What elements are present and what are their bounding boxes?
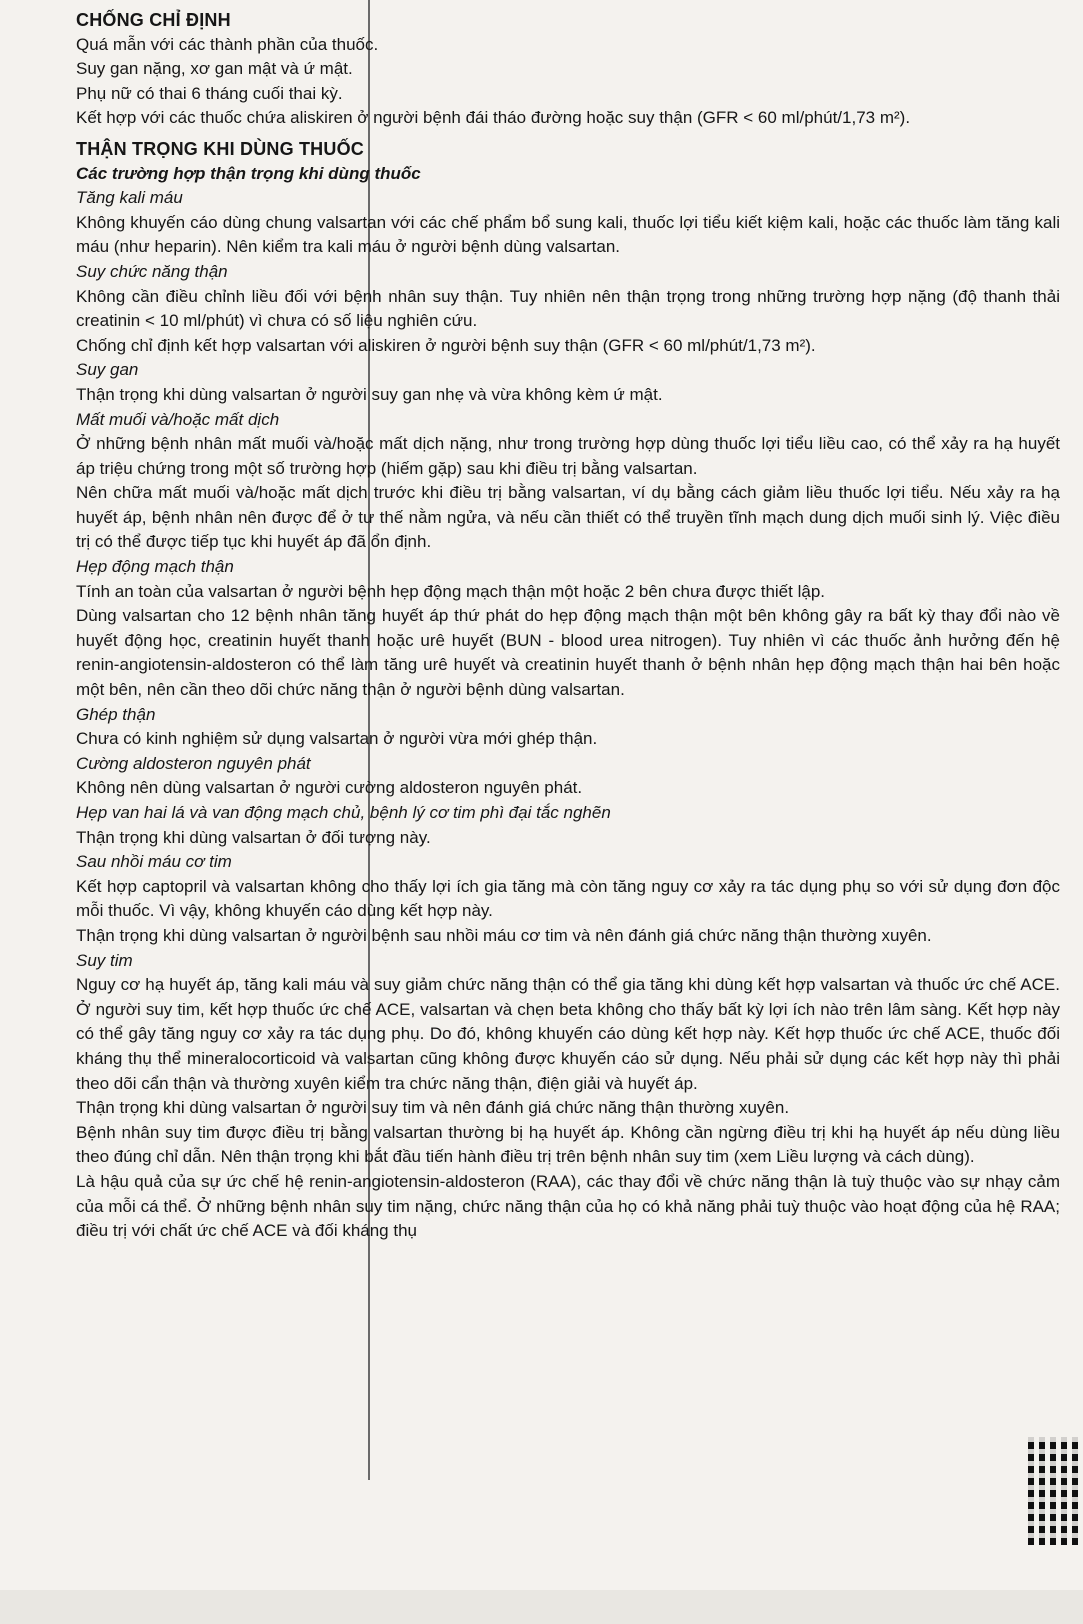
section-title-renal-artery-stenosis: Hẹp động mạch thận <box>76 557 234 577</box>
section-title-volume-depletion: Mất muối và/hoặc mất dịch <box>76 409 280 429</box>
section-title-renal-impairment: Suy chức năng thận <box>76 261 228 281</box>
section-paragraph: Thận trọng khi dùng valsartan ở người suy tim và nên đánh giá chức năng thận thường xuyên. <box>76 1098 790 1118</box>
section-paragraph: Tính an toàn của valsartan ở người bệnh hẹp động mạch thận một hoặc 2 bên chưa được thiết lập. <box>76 581 825 601</box>
section-title-post-myocardial-infarction: Sau nhồi máu cơ tim <box>76 852 232 872</box>
contraindications-heading: CHỐNG CHỈ ĐỊNH <box>76 10 231 30</box>
section-title-hyperkalemia: Tăng kali máu <box>76 188 183 208</box>
section-paragraph: Chống chỉ định kết hợp valsartan với aliskiren ở người bệnh suy thận (GFR < 60 ml/phút/1,73 m²). <box>76 335 816 355</box>
section-title-hepatic-impairment: Suy gan <box>76 360 139 380</box>
precautions-subheading: Các trường hợp thận trọng khi dùng thuốc <box>76 163 421 183</box>
section-paragraph: Thận trọng khi dùng valsartan ở người suy gan nhẹ và vừa không kèm ứ mật. <box>76 384 663 404</box>
section-paragraph: Thận trọng khi dùng valsartan ở đối tượng này. <box>76 827 431 847</box>
section-paragraph: Bệnh nhân suy tim được điều trị bằng valsartan thường bị hạ huyết áp. Không cần ngừng điều trị khi hạ huyết áp nếu dùng liều theo đúng chỉ dẫn. Nên thận trọng khi bắt đầu tiến hành điều trị trên bệnh nhân suy tim (xem Liều lượng và cách dùng). <box>76 1122 1060 1167</box>
section-paragraph: Dùng valsartan cho 12 bệnh nhân tăng huyết áp thứ phát do hẹp động mạch thận một bên không gây ra bất kỳ thay đổi nào về huyết động học, creatinin huyết thanh hoặc urê huyết (BUN - blood urea nitrogen). Tuy nhiên vì các thuốc ảnh hưởng đến hệ renin-angiotensin-aldosteron có thể làm tăng urê huyết và creatinin huyết thanh ở bệnh nhân hẹp động mạch thận hai bên hoặc một bên, nên cần theo dõi chức năng thận ở người bệnh dùng valsartan. <box>76 606 1060 700</box>
section-paragraph: Không khuyến cáo dùng chung valsartan với các chế phẩm bổ sung kali, thuốc lợi tiểu kiết kiệm kali, hoặc các thuốc làm tăng kali máu (như heparin). Nên kiểm tra kali máu ở người bệnh dùng valsartan. <box>76 212 1060 257</box>
datamatrix-code-icon <box>1028 1437 1083 1545</box>
section-title-heart-failure: Suy tim <box>76 950 133 970</box>
section-title-valve-stenosis: Hẹp van hai lá và van động mạch chủ, bệnh lý cơ tim phì đại tắc nghẽn <box>76 803 611 822</box>
section-paragraph: Ở những bệnh nhân mất muối và/hoặc mất dịch nặng, như trong trường hợp dùng thuốc lợi tiểu liều cao, có thể xảy ra hạ huyết áp triệu chứng trong một số trường hợp (hiếm gặp) sau khi điều trị bằng valsartan. <box>76 434 1060 478</box>
section-paragraph: Kết hợp captopril và valsartan không cho thấy lợi ích gia tăng mà còn tăng nguy cơ xảy ra tác dụng phụ so với sử dụng đơn độc mỗi thuốc. Vì vậy, không khuyến cáo dùng kết hợp này. <box>76 876 1060 921</box>
contraindication-line: Suy gan nặng, xơ gan mật và ứ mật. <box>76 59 353 79</box>
section-paragraph: Nguy cơ hạ huyết áp, tăng kali máu và suy giảm chức năng thận có thể gia tăng khi dùng kết hợp valsartan và thuốc ức chế ACE. Ở người suy tim, kết hợp thuốc ức chế ACE, valsartan và chẹn beta không cho thấy bất kỳ lợi ích nào trên lâm sàng. Kết hợp này có thể gây tăng nguy cơ xảy ra tác dụng phụ. Do đó, không khuyến cáo dùng kết hợp này. Kết hợp thuốc ức chế ACE, thuốc đối kháng thụ thể mineralocorticoid và valsartan cũng không được khuyến cáo sử dụng. Nếu phải sử dụng các kết hợp này thì phải theo dõi cẩn thận và thường xuyên kiểm tra chức năng thận, điện giải và huyết áp. <box>76 975 1060 1093</box>
section-title-kidney-transplant: Ghép thận <box>76 704 156 724</box>
section-paragraph: Thận trọng khi dùng valsartan ở người bệnh sau nhồi máu cơ tim và nên đánh giá chức năng thận thường xuyên. <box>76 925 932 945</box>
contraindication-line: Quá mẫn với các thành phần của thuốc. <box>76 34 379 54</box>
section-paragraph: Là hậu quả của sự ức chế hệ renin-angiotensin-aldosteron (RAA), các thay đổi về chức năng thận là tuỳ thuộc vào sự nhạy cảm của mỗi cá thể. Ở những bệnh nhân suy tim nặng, chức năng thận của họ có khả năng phải tuỳ thuộc vào hoạt động của hệ RAA; điều trị với chất ức chế ACE và đối kháng thụ <box>76 1171 1060 1241</box>
section-paragraph: Chưa có kinh nghiệm sử dụng valsartan ở người vừa mới ghép thận. <box>76 729 598 749</box>
section-paragraph: Không nên dùng valsartan ở người cường aldosteron nguyên phát. <box>76 778 583 798</box>
contraindication-line: Phụ nữ có thai 6 tháng cuối thai kỳ. <box>76 83 343 103</box>
section-paragraph: Nên chữa mất muối và/hoặc mất dịch trước khi điều trị bằng valsartan, ví dụ bằng cách giảm liều thuốc lợi tiểu. Nếu xảy ra hạ huyết áp, bệnh nhân nên được để ở tư thế nằm ngửa, và nếu cần thiết có thể truyền tĩnh mạch dung dịch muối sinh lý. Việc điều trị có thể được tiếp tục khi huyết áp đã ổn định. <box>76 483 1060 552</box>
section-paragraph: Không cần điều chỉnh liều đối với bệnh nhân suy thận. Tuy nhiên nên thận trọng trong những trường hợp nặng (độ thanh thải creatinin < 10 ml/phút) vì chưa có số liệu nghiên cứu. <box>76 286 1060 331</box>
contraindication-line: Kết hợp với các thuốc chứa aliskiren ở người bệnh đái tháo đường hoặc suy thận (GFR < 60 ml/phút/1,73 m²). <box>76 108 911 128</box>
section-title-primary-aldosteronism: Cường aldosteron nguyên phát <box>76 753 311 773</box>
document-content <box>76 8 1060 1244</box>
precautions-heading: THẬN TRỌNG KHI DÙNG THUỐC <box>76 138 364 159</box>
